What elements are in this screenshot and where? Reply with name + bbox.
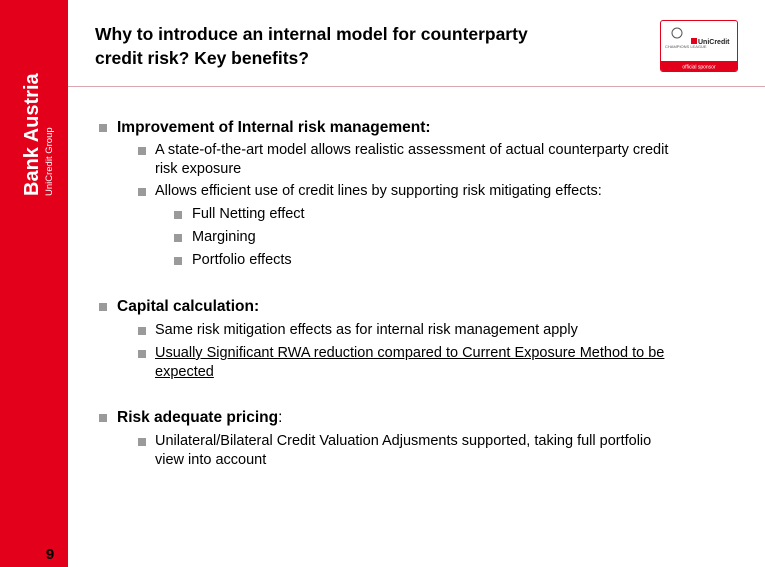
bullet-square-icon	[99, 303, 107, 311]
slide-title	[95, 22, 615, 70]
bullet-square-icon	[174, 257, 182, 265]
bullet-same-risk-mitigation: Same risk mitigation effects as for internal risk management apply	[155, 322, 578, 338]
star-ball-icon	[672, 28, 682, 38]
bullet-margining: Margining	[192, 229, 256, 245]
bullet-square-icon	[138, 147, 146, 155]
bank-austria-logo	[8, 28, 58, 198]
bullet-capital-calculation: Capital calculation:	[117, 298, 260, 315]
brand-name: Bank Austria	[21, 73, 43, 196]
bullet-state-of-the-art: A state-of-the-art model allows realistic assessment of actual counterparty credit risk exposure	[155, 142, 669, 177]
bullet-portfolio-effects: Portfolio effects	[192, 252, 292, 268]
title-divider	[68, 86, 765, 87]
bullet-square-icon	[138, 327, 146, 335]
brand-sidebar	[0, 0, 68, 567]
champions-league-unicredit-logo	[660, 20, 738, 72]
bullet-square-icon	[99, 414, 107, 422]
bullet-square-icon	[174, 234, 182, 242]
bullet-square-icon	[138, 350, 146, 358]
bullet-risk-adequate-pricing: Risk adequate pricing:	[117, 409, 283, 426]
bullet-cva-adjustments: Unilateral/Bilateral Credit Valuation Adjusments supported, taking full portfolio view into account	[155, 433, 652, 468]
title-line-1: Why to introduce an internal model for counterparty	[95, 24, 528, 44]
bullet-rwa-reduction: Usually Significant RWA reduction compared to Current Exposure Method to be expected	[155, 345, 665, 380]
logo-top-text: CHAMPIONS LEAGUE	[665, 44, 707, 49]
bullet-square-icon	[138, 188, 146, 196]
page-number: 9	[45, 546, 55, 563]
bullet-square-icon	[99, 124, 107, 132]
bullet-risk-management: Improvement of Internal risk management:	[117, 119, 431, 136]
logo-bottom-text: official sponsor	[682, 64, 716, 71]
brand-group: UniCredit Group	[44, 127, 55, 196]
bullet-full-netting: Full Netting effect	[192, 206, 305, 222]
bullet-efficient-use: Allows efficient use of credit lines by supporting risk mitigating effects:	[155, 183, 602, 199]
bullet-square-icon	[174, 211, 182, 219]
logo-brand-text: UniCredit	[698, 39, 730, 46]
title-line-2: credit risk? Key benefits?	[95, 48, 309, 68]
bullet-square-icon	[138, 438, 146, 446]
